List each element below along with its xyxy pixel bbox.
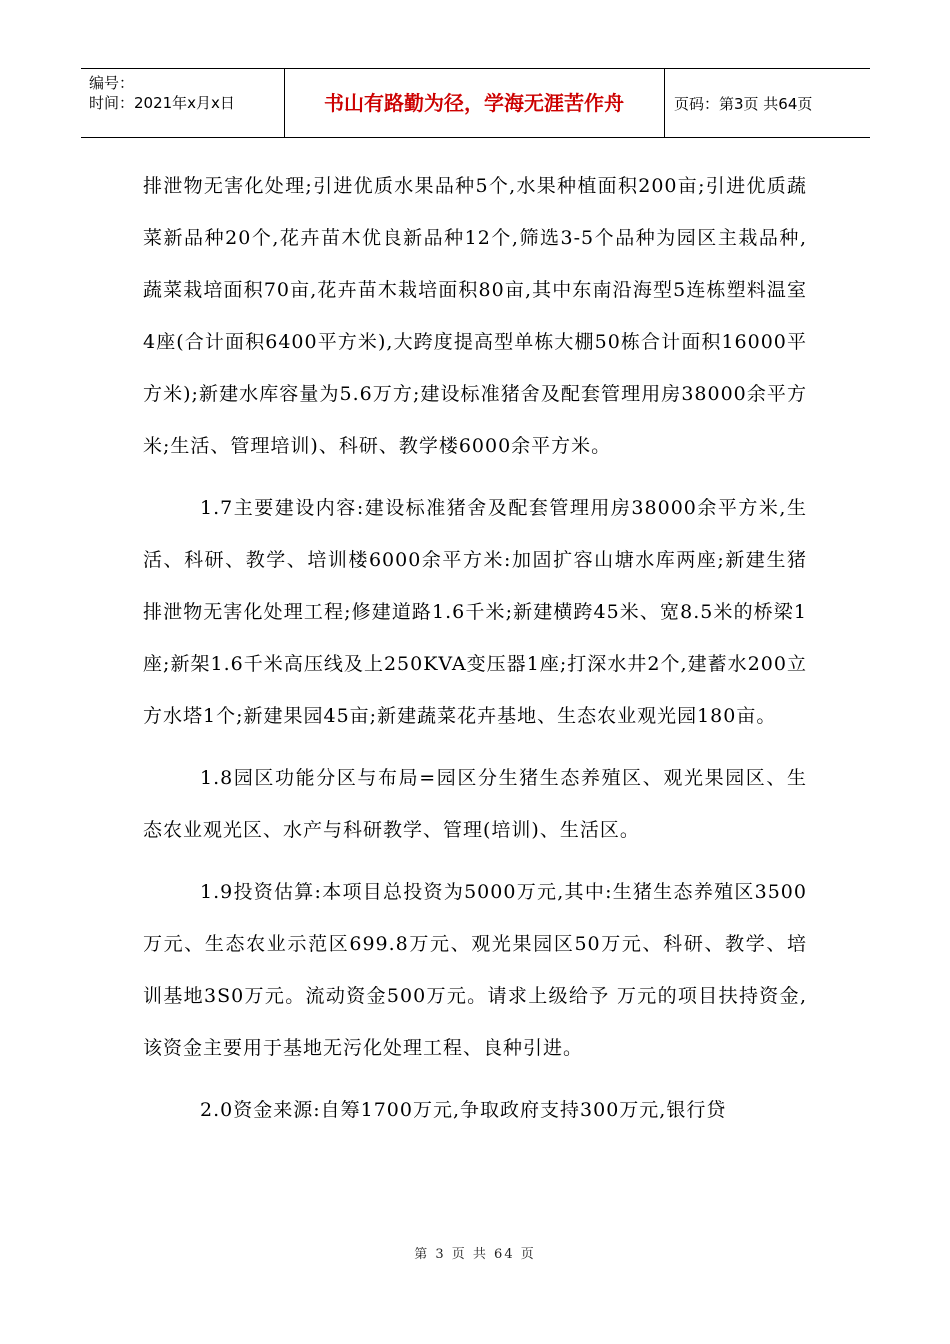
body-paragraph: 1.7主要建设内容:建设标准猪舍及配套管理用房38000余平方米,生活、科研、教学、培训楼6000余平方米:加固扩容山塘水库两座;新建生猪排泄物无害化处理工程;修建道路1.6千米;新建横跨45米、宽8.5米的桥梁1座;新架1.6千米高压线及上250KVA变压器1座;打深水井2个,建蓄水200立方水塔1个;新建果园45亩;新建蔬菜花卉基地、生态农业观光园180亩。 xyxy=(143,497,807,727)
document-date: 时间：2021年x月x日 xyxy=(89,94,235,112)
body-paragraph: 1.9投资估算:本项目总投资为5000万元,其中:生猪生态养殖区3500万元、生态农业示范区699.8万元、观光果园区50万元、科研、教学、培训基地3S0万元。流动资金500万元。请求上级给予 万元的项目扶持资金,该资金主要用于基地无污化处理工程、良种引进。 xyxy=(143,881,807,1059)
page-footer: 第 3 页 共 64 页 xyxy=(414,1247,536,1262)
header-divider xyxy=(664,69,665,137)
header-slogan: 书山有路勤为径，学海无涯苦作舟 xyxy=(324,91,624,115)
document-body xyxy=(143,160,807,1136)
header-meta xyxy=(89,73,235,113)
body-paragraph: 1.8园区功能分区与布局=园区分生猪生态养殖区、观光果园区、生态农业观光区、水产与科研教学、管理(培训)、生活区。 xyxy=(143,767,807,841)
page-header xyxy=(81,68,870,138)
document-number-label: 编号： xyxy=(89,74,135,92)
header-page-code: 页码：第3页 共64页 xyxy=(674,95,813,113)
body-paragraph: 2.0资金来源:自筹1700万元,争取政府支持300万元,银行贷 xyxy=(200,1099,727,1121)
body-paragraph: 排泄物无害化处理;引进优质水果品种5个,水果种植面积200亩;引进优质蔬菜新品种20个,花卉苗木优良新品种12个,筛选3-5个品种为园区主栽品种,蔬菜栽培面积70亩,花卉苗木栽培面积80亩,其中东南沿海型5连栋塑料温室4座(合计面积6400平方米),大跨度提高型单栋大棚50栋合计面积16000平方米);新建水库容量为5.6万方;建设标准猪舍及配套管理用房38000余平方米;生活、管理培训)、科研、教学楼6000余平方米。 xyxy=(143,175,807,457)
